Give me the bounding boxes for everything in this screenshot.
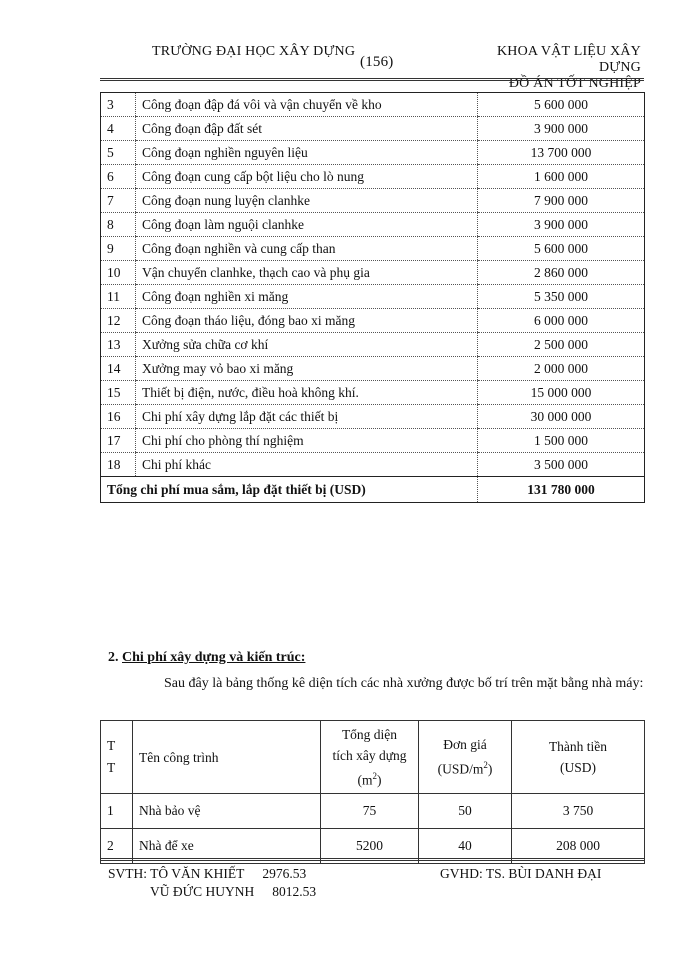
row-number: 12 [101,309,136,333]
row-cost: 3 900 000 [478,117,645,141]
table-row [101,333,645,357]
table-row [101,165,645,189]
row-item: Công đoạn làm nguội clanhke [136,213,478,237]
row-cost: 7 900 000 [478,189,645,213]
row-number: 17 [101,429,136,453]
row-cost: 30 000 000 [478,405,645,429]
header-school: TRƯỜNG ĐẠI HỌC XÂY DỰNG [152,44,356,59]
table-row [101,261,645,285]
row-number: 1 [101,794,133,829]
header-project: ĐỒ ÁN TỐT NGHIỆP [508,76,641,91]
header-faculty: KHOA VẬT LIỆU XÂY DỰNG [496,44,641,75]
section-paragraph [108,673,644,695]
table-row [101,141,645,165]
row-amount: 208 000 [512,829,645,864]
total-value: 131 780 000 [478,477,645,503]
table-row [101,794,645,829]
row-item: Công đoạn nghiền xi măng [136,285,478,309]
row-cost: 2 860 000 [478,261,645,285]
row-item: Chi phí khác [136,453,478,477]
page-number: (156) [360,54,394,70]
row-item: Xưởng may vỏ bao xi măng [136,357,478,381]
th-area: Tổng diện tích xây dựng $(m^2)$ [321,721,419,794]
paragraph-text: Sau đây là bảng thống kê diện tích các nhà xưởng được bố trí trên mặt bằng nhà máy: [164,676,644,691]
row-cost: 5 600 000 [478,93,645,117]
row-cost: 13 700 000 [478,141,645,165]
row-cost: 1 600 000 [478,165,645,189]
row-cost: 15 000 000 [478,381,645,405]
row-cost: 5 350 000 [478,285,645,309]
row-number: 5 [101,141,136,165]
row-cost: 2 500 000 [478,333,645,357]
row-cost: 2 000 000 [478,357,645,381]
row-cost: 3 900 000 [478,213,645,237]
row-number: 6 [101,165,136,189]
footer-advisor: GVHD: TS. BÙI DANH ĐẠI [440,866,602,881]
table-row [101,213,645,237]
row-item: Xưởng sửa chữa cơ khí [136,333,478,357]
row-number: 4 [101,117,136,141]
header-rule [100,78,644,81]
footer-student-2: VŨ ĐỨC HUYNH 8012.53 [150,884,317,899]
row-number: 16 [101,405,136,429]
table-row [101,117,645,141]
row-number: 7 [101,189,136,213]
row-item: Vận chuyển clanhke, thạch cao và phụ gia [136,261,478,285]
row-item: Chi phí cho phòng thí nghiệm [136,429,478,453]
row-number: 8 [101,213,136,237]
table-row [101,357,645,381]
row-unit-price: 40 [419,829,512,864]
row-item: Chi phí xây dựng lắp đặt các thiết bị [136,405,478,429]
row-unit-price: 50 [419,794,512,829]
footer-rule [100,858,644,861]
th-amount: Thành tiền (USD) [512,721,645,794]
row-number: 13 [101,333,136,357]
row-cost: 1 500 000 [478,429,645,453]
row-item: Công đoạn cung cấp bột liệu cho lò nung [136,165,478,189]
row-cost: 6 000 000 [478,309,645,333]
row-area: 5200 [321,829,419,864]
row-item: Công đoạn nung luyện clanhke [136,189,478,213]
table-row [101,285,645,309]
row-number: 11 [101,285,136,309]
row-item: Thiết bị điện, nước, điều hoà không khí. [136,381,478,405]
table-row [101,93,645,117]
row-number: 3 [101,93,136,117]
row-cost: 5 600 000 [478,237,645,261]
row-building: Nhà để xe [133,829,321,864]
section-2-heading [108,650,305,666]
row-number: 14 [101,357,136,381]
section-title: Chi phí xây dựng và kiến trúc: [122,650,306,665]
row-area: 75 [321,794,419,829]
row-item: Công đoạn nghiền nguyên liệu [136,141,478,165]
table-row [101,453,645,477]
row-amount: 3 750 [512,794,645,829]
section-number: 2. [108,650,122,665]
total-label: Tổng chi phí mua sắm, lắp đặt thiết bị (USD) [101,477,478,503]
th-name: Tên công trình [133,721,321,794]
table-row [101,309,645,333]
footer-student-1: SVTH: TÔ VĂN KHIẾT 2976.53 [108,866,307,881]
row-item: Công đoạn nghiền và cung cấp than [136,237,478,261]
table-row [101,237,645,261]
table-row [101,429,645,453]
row-number: 15 [101,381,136,405]
equipment-cost-table [100,92,645,503]
row-cost: 3 500 000 [478,453,645,477]
header-right [461,44,641,92]
row-number: 18 [101,453,136,477]
row-building: Nhà bảo vệ [133,794,321,829]
row-item: Công đoạn đập đá vôi và vận chuyển về kho [136,93,478,117]
construction-cost-table [100,720,645,864]
row-item: Công đoạn tháo liệu, đóng bao xi măng [136,309,478,333]
th-price: Đơn giá $(USD/m^2)$ [419,721,512,794]
row-number: 2 [101,829,133,864]
table-row [101,189,645,213]
total-row [101,477,645,503]
table2-header-row [101,721,645,794]
row-number: 9 [101,237,136,261]
table-row [101,405,645,429]
th-tt: T T [101,721,133,794]
row-number: 10 [101,261,136,285]
table-row [101,381,645,405]
row-item: Công đoạn đập đất sét [136,117,478,141]
